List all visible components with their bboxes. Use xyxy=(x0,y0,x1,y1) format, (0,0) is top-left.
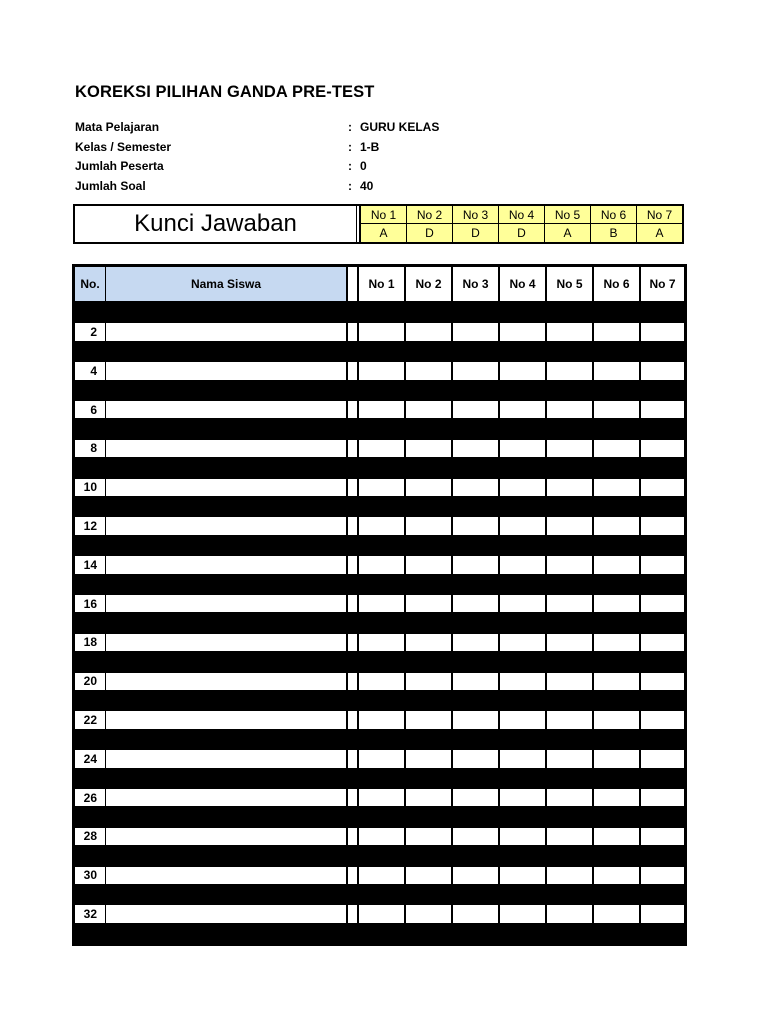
answer-cell[interactable] xyxy=(594,711,639,728)
row-spacer-cell xyxy=(348,362,357,379)
answer-cell[interactable] xyxy=(359,556,404,573)
answer-cell[interactable] xyxy=(641,517,684,534)
row-number-cell: 2 xyxy=(75,323,105,340)
answer-cell[interactable] xyxy=(594,323,639,340)
table-row xyxy=(72,904,687,923)
student-name-cell[interactable] xyxy=(106,634,346,651)
answer-cell[interactable] xyxy=(594,556,639,573)
info-colon: : xyxy=(348,139,352,154)
answer-cell[interactable] xyxy=(453,905,498,922)
answer-cell[interactable] xyxy=(359,479,404,496)
info-value: 0 xyxy=(360,159,367,174)
answer-cell[interactable] xyxy=(453,828,498,845)
answer-cell[interactable] xyxy=(406,556,451,573)
answer-cell[interactable] xyxy=(500,711,545,728)
info-label: Kelas / Semester xyxy=(75,139,172,154)
student-name-cell[interactable] xyxy=(106,828,346,845)
student-name-cell[interactable] xyxy=(106,440,346,457)
answer-cell[interactable] xyxy=(500,440,545,457)
answer-cell[interactable] xyxy=(547,440,592,457)
student-name-cell[interactable] xyxy=(106,905,346,922)
answer-cell[interactable] xyxy=(500,828,545,845)
answer-cell[interactable] xyxy=(641,634,684,651)
answer-cell[interactable] xyxy=(547,362,592,379)
info-colon: : xyxy=(348,159,352,174)
row-number-cell: 6 xyxy=(75,401,105,418)
answer-cell[interactable] xyxy=(594,595,639,612)
answer-cell[interactable] xyxy=(594,867,639,884)
table-row xyxy=(72,672,687,691)
answer-cell[interactable] xyxy=(500,479,545,496)
table-row xyxy=(72,400,687,419)
student-name-cell[interactable] xyxy=(106,401,346,418)
answer-cell[interactable] xyxy=(641,479,684,496)
row-number-cell: 4 xyxy=(75,362,105,379)
table-row xyxy=(72,866,687,885)
row-spacer-cell xyxy=(348,789,357,806)
answer-key-answer: A xyxy=(360,224,406,242)
answer-cell[interactable] xyxy=(359,595,404,612)
answer-cell[interactable] xyxy=(594,401,639,418)
answer-cell[interactable] xyxy=(641,750,684,767)
answer-cell[interactable] xyxy=(641,673,684,690)
answer-cell[interactable] xyxy=(500,673,545,690)
header-student-name: Nama Siswa xyxy=(106,267,346,301)
answer-key-answer: D xyxy=(498,224,544,242)
info-row-subject xyxy=(75,118,495,138)
answer-cell[interactable] xyxy=(406,750,451,767)
answer-key-answer: D xyxy=(406,224,452,242)
row-number-cell: 20 xyxy=(75,673,105,690)
row-number-cell: 28 xyxy=(75,828,105,845)
student-name-cell[interactable] xyxy=(106,517,346,534)
answer-cell[interactable] xyxy=(500,401,545,418)
answer-cell[interactable] xyxy=(500,595,545,612)
answer-cell[interactable] xyxy=(547,595,592,612)
answer-cell[interactable] xyxy=(500,517,545,534)
row-number-cell: 26 xyxy=(75,789,105,806)
answer-key-question: No 4 xyxy=(498,206,544,224)
answer-key-answer: B xyxy=(590,224,636,242)
answer-cell[interactable] xyxy=(500,556,545,573)
answer-cell[interactable] xyxy=(359,867,404,884)
row-spacer-cell xyxy=(348,867,357,884)
table-row xyxy=(72,749,687,768)
answer-cell[interactable] xyxy=(359,711,404,728)
answer-cell[interactable] xyxy=(641,789,684,806)
answer-cell[interactable] xyxy=(406,634,451,651)
info-row-questions xyxy=(75,177,495,197)
student-name-cell[interactable] xyxy=(106,750,346,767)
row-spacer-cell xyxy=(348,711,357,728)
row-spacer-cell xyxy=(348,556,357,573)
info-row-class xyxy=(75,138,495,158)
answer-cell[interactable] xyxy=(453,634,498,651)
answer-cell[interactable] xyxy=(453,867,498,884)
answer-key-question: No 2 xyxy=(406,206,452,224)
header-number: No. xyxy=(75,267,105,301)
table-row xyxy=(72,478,687,497)
answer-cell[interactable] xyxy=(641,401,684,418)
student-name-cell[interactable] xyxy=(106,323,346,340)
info-row-participants xyxy=(75,157,495,177)
row-number-cell: 24 xyxy=(75,750,105,767)
answer-cell[interactable] xyxy=(453,750,498,767)
info-label: Jumlah Soal xyxy=(75,178,146,193)
row-spacer-cell xyxy=(348,401,357,418)
answer-cell[interactable] xyxy=(359,828,404,845)
answer-cell[interactable] xyxy=(359,905,404,922)
answer-cell[interactable] xyxy=(359,401,404,418)
answer-key-answer: A xyxy=(636,224,682,242)
answer-cell[interactable] xyxy=(453,323,498,340)
answer-cell[interactable] xyxy=(547,323,592,340)
row-number-cell: 8 xyxy=(75,440,105,457)
header-question: No 3 xyxy=(453,267,498,301)
row-spacer-cell xyxy=(348,440,357,457)
answer-cell[interactable] xyxy=(594,905,639,922)
answer-cell[interactable] xyxy=(406,362,451,379)
answer-cell[interactable] xyxy=(547,556,592,573)
answer-cell[interactable] xyxy=(453,711,498,728)
answer-cell[interactable] xyxy=(359,362,404,379)
answer-cell[interactable] xyxy=(594,517,639,534)
answer-cell[interactable] xyxy=(453,595,498,612)
answer-cell[interactable] xyxy=(453,517,498,534)
answer-cell[interactable] xyxy=(547,401,592,418)
info-colon: : xyxy=(348,120,352,134)
answer-cell[interactable] xyxy=(547,828,592,845)
answer-cell[interactable] xyxy=(594,789,639,806)
table-row xyxy=(72,827,687,846)
row-number-cell: 30 xyxy=(75,867,105,884)
answer-cell[interactable] xyxy=(359,517,404,534)
student-name-cell[interactable] xyxy=(106,867,346,884)
row-number-cell: 18 xyxy=(75,634,105,651)
row-number-cell: 12 xyxy=(75,517,105,534)
answer-cell[interactable] xyxy=(406,789,451,806)
info-value: GURU KELAS xyxy=(360,120,440,134)
answer-cell[interactable] xyxy=(406,595,451,612)
info-value: 40 xyxy=(360,178,374,193)
answer-key-grid xyxy=(360,206,682,242)
header-question: No 7 xyxy=(641,267,684,301)
row-spacer-cell xyxy=(348,517,357,534)
answer-cell[interactable] xyxy=(641,595,684,612)
answer-cell[interactable] xyxy=(641,867,684,884)
answer-key-box xyxy=(73,204,684,244)
header-question: No 4 xyxy=(500,267,545,301)
answer-cell[interactable] xyxy=(500,867,545,884)
answer-key-answer: D xyxy=(452,224,498,242)
table-row xyxy=(72,710,687,729)
answer-cell[interactable] xyxy=(547,634,592,651)
table-row xyxy=(72,439,687,458)
answer-cell[interactable] xyxy=(547,673,592,690)
answer-cell[interactable] xyxy=(406,440,451,457)
row-spacer-cell xyxy=(348,828,357,845)
student-name-cell[interactable] xyxy=(106,556,346,573)
answer-cell[interactable] xyxy=(594,750,639,767)
answer-cell[interactable] xyxy=(359,440,404,457)
answer-cell[interactable] xyxy=(594,673,639,690)
answer-cell[interactable] xyxy=(547,479,592,496)
row-spacer-cell xyxy=(348,595,357,612)
info-value: 1-B xyxy=(360,139,380,154)
student-name-cell[interactable] xyxy=(106,789,346,806)
answer-cell[interactable] xyxy=(500,634,545,651)
table-header-row xyxy=(72,264,687,304)
row-spacer-cell xyxy=(348,479,357,496)
header-spacer xyxy=(348,267,357,301)
row-number-cell: 32 xyxy=(75,905,105,922)
answer-cell[interactable] xyxy=(500,750,545,767)
header-question: No 5 xyxy=(547,267,592,301)
answer-cell[interactable] xyxy=(641,323,684,340)
row-spacer-cell xyxy=(348,323,357,340)
row-spacer-cell xyxy=(348,750,357,767)
answer-cell[interactable] xyxy=(406,711,451,728)
answer-cell[interactable] xyxy=(594,828,639,845)
info-label: Mata Pelajaran xyxy=(75,120,160,134)
answer-cell[interactable] xyxy=(406,517,451,534)
answer-cell[interactable] xyxy=(359,789,404,806)
answer-cell[interactable] xyxy=(406,673,451,690)
answer-cell[interactable] xyxy=(453,440,498,457)
row-number-cell: 10 xyxy=(75,479,105,496)
answer-cell[interactable] xyxy=(453,362,498,379)
table-row xyxy=(72,594,687,613)
student-name-cell[interactable] xyxy=(106,673,346,690)
row-number-cell: 22 xyxy=(75,711,105,728)
row-spacer-cell xyxy=(348,905,357,922)
answer-cell[interactable] xyxy=(547,867,592,884)
answer-cell[interactable] xyxy=(500,362,545,379)
answer-cell[interactable] xyxy=(453,673,498,690)
table-row xyxy=(72,555,687,574)
table-row xyxy=(72,361,687,380)
answer-key-question: No 3 xyxy=(452,206,498,224)
answer-cell[interactable] xyxy=(359,750,404,767)
header-question: No 6 xyxy=(594,267,639,301)
info-label: Jumlah Peserta xyxy=(75,159,164,174)
answer-cell[interactable] xyxy=(641,556,684,573)
student-name-cell[interactable] xyxy=(106,362,346,379)
answer-cell[interactable] xyxy=(594,362,639,379)
answer-key-question: No 7 xyxy=(636,206,682,224)
answer-cell[interactable] xyxy=(406,323,451,340)
answer-cell[interactable] xyxy=(406,479,451,496)
answer-cell[interactable] xyxy=(453,479,498,496)
answer-cell[interactable] xyxy=(641,828,684,845)
answer-cell[interactable] xyxy=(359,323,404,340)
answer-cell[interactable] xyxy=(547,750,592,767)
table-row xyxy=(72,633,687,652)
table-row xyxy=(72,516,687,535)
row-number-cell: 16 xyxy=(75,595,105,612)
answer-cell[interactable] xyxy=(359,634,404,651)
header-question: No 1 xyxy=(359,267,404,301)
answer-cell[interactable] xyxy=(641,362,684,379)
answer-cell[interactable] xyxy=(594,479,639,496)
info-colon: : xyxy=(348,178,352,193)
row-spacer-cell xyxy=(348,634,357,651)
info-block xyxy=(75,118,495,196)
answer-key-question: No 5 xyxy=(544,206,590,224)
student-name-cell[interactable] xyxy=(106,711,346,728)
answer-cell[interactable] xyxy=(406,828,451,845)
answer-key-title: Kunci Jawaban xyxy=(134,210,297,237)
page-title: KOREKSI PILIHAN GANDA PRE-TEST xyxy=(75,83,375,101)
answer-key-answer: A xyxy=(544,224,590,242)
answer-cell[interactable] xyxy=(453,789,498,806)
answer-cell[interactable] xyxy=(547,905,592,922)
answer-cell[interactable] xyxy=(641,440,684,457)
answer-key-question: No 6 xyxy=(590,206,636,224)
answer-cell[interactable] xyxy=(453,556,498,573)
answer-cell[interactable] xyxy=(453,401,498,418)
student-name-cell[interactable] xyxy=(106,595,346,612)
row-spacer-cell xyxy=(348,673,357,690)
answer-cell[interactable] xyxy=(359,673,404,690)
student-name-cell[interactable] xyxy=(106,479,346,496)
answer-cell[interactable] xyxy=(500,789,545,806)
answer-cell[interactable] xyxy=(547,789,592,806)
answer-cell[interactable] xyxy=(406,401,451,418)
answer-sheet-table xyxy=(72,264,687,946)
answer-cell[interactable] xyxy=(594,634,639,651)
answer-cell[interactable] xyxy=(500,905,545,922)
answer-cell[interactable] xyxy=(641,905,684,922)
answer-key-question: No 1 xyxy=(360,206,406,224)
answer-cell[interactable] xyxy=(641,711,684,728)
answer-cell[interactable] xyxy=(406,905,451,922)
answer-cell[interactable] xyxy=(547,711,592,728)
table-row xyxy=(72,788,687,807)
answer-cell[interactable] xyxy=(594,440,639,457)
answer-cell[interactable] xyxy=(547,517,592,534)
table-row xyxy=(72,322,687,341)
answer-cell[interactable] xyxy=(500,323,545,340)
header-question: No 2 xyxy=(406,267,451,301)
row-number-cell: 14 xyxy=(75,556,105,573)
answer-cell[interactable] xyxy=(406,867,451,884)
